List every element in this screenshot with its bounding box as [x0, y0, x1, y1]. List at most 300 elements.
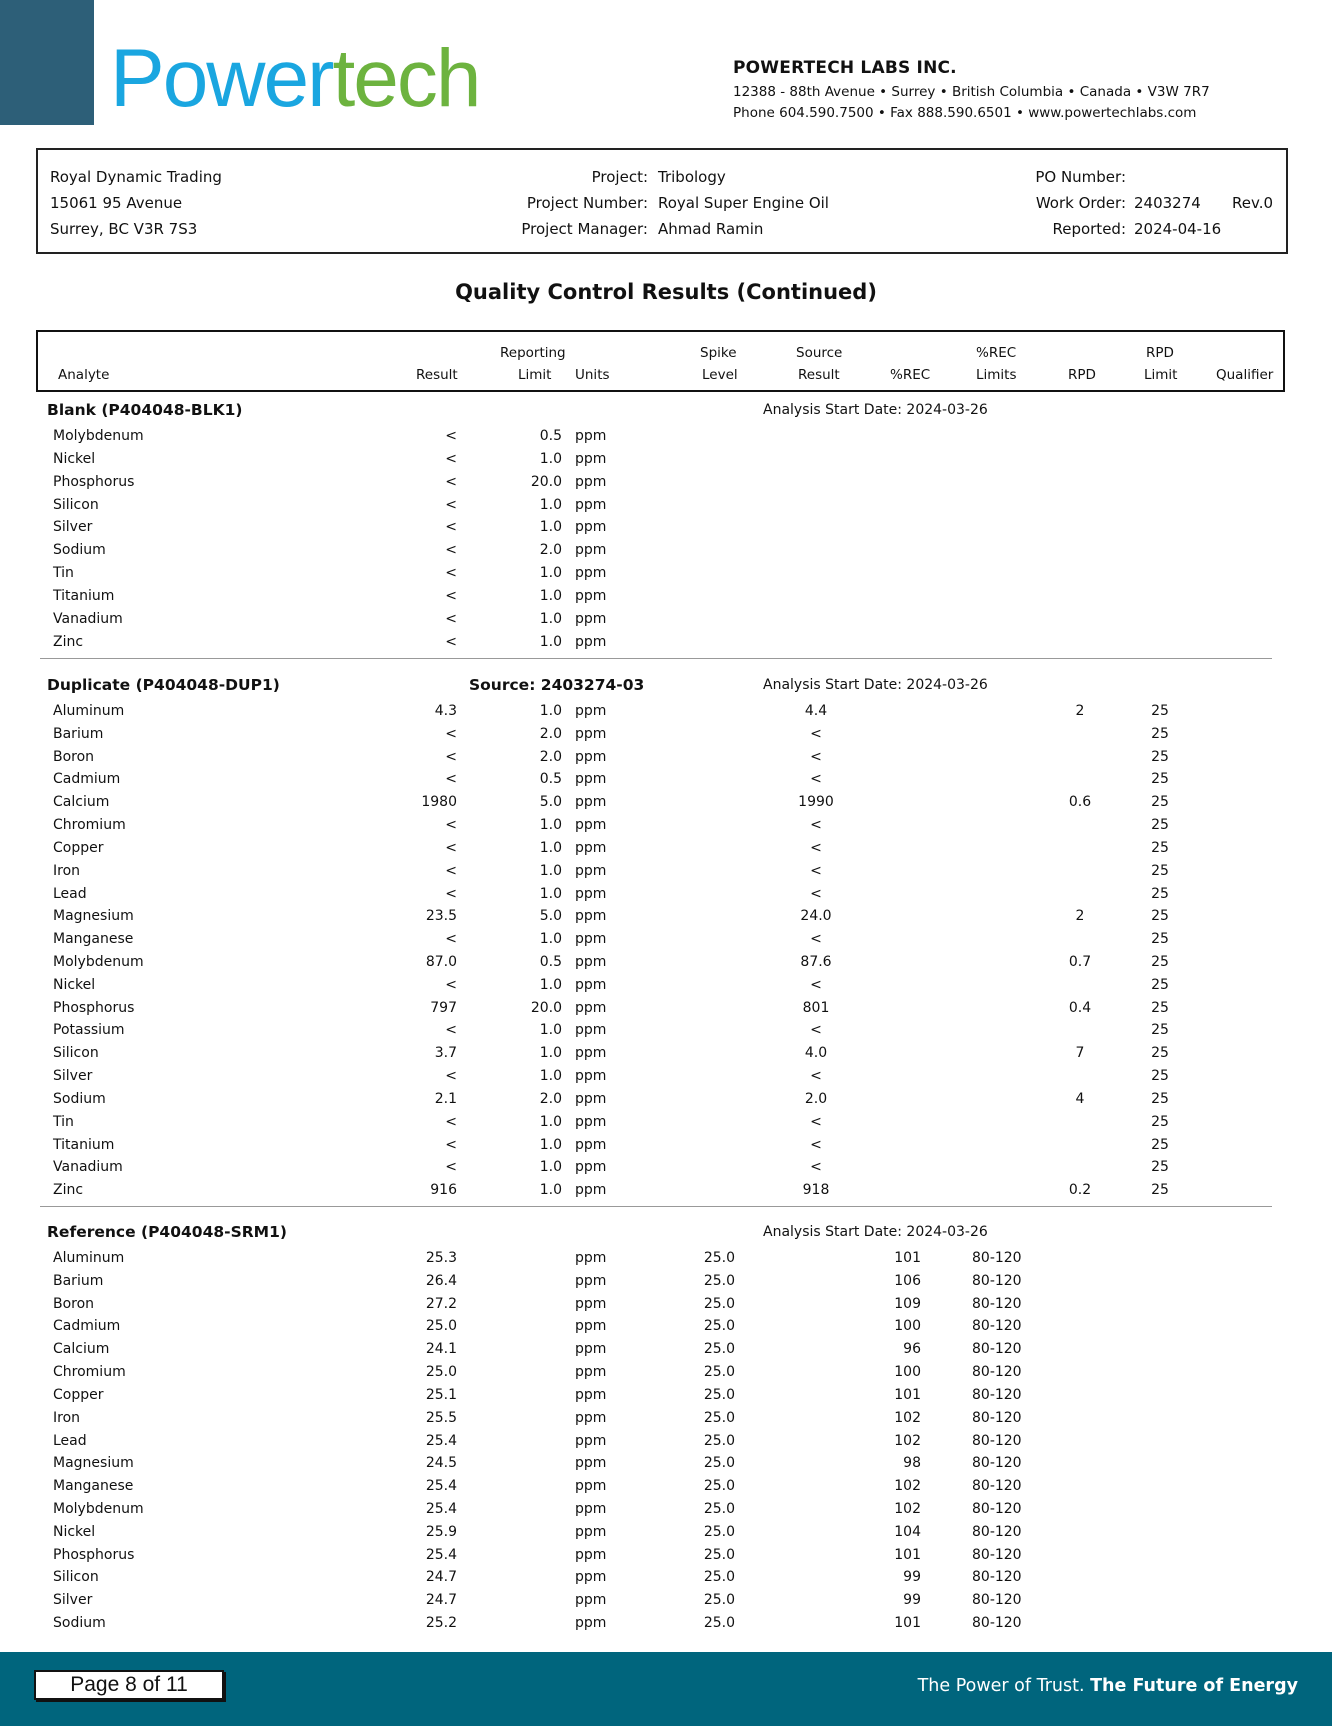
rec-cell: 104 — [894, 1523, 921, 1540]
table-row — [0, 1068, 1332, 1091]
project-number-label: Project Number: — [526, 194, 648, 212]
powertech-logo — [110, 33, 480, 124]
analyte-cell: Manganese — [53, 1478, 134, 1495]
result-cell: < — [445, 496, 457, 513]
units-cell: ppm — [575, 1592, 607, 1609]
table-row — [0, 1022, 1332, 1045]
analyte-cell: Barium — [53, 725, 104, 742]
spike-level-cell: 25.0 — [703, 1295, 735, 1312]
table-row — [0, 954, 1332, 977]
units-cell: ppm — [575, 1022, 607, 1039]
source-result-cell: < — [810, 862, 822, 879]
table-row — [0, 1547, 1332, 1570]
result-cell: 25.2 — [425, 1615, 457, 1632]
source-result-cell: < — [810, 885, 822, 902]
result-cell: < — [445, 473, 457, 490]
table-row — [0, 1114, 1332, 1137]
rpd-limit-cell: 25 — [1151, 1022, 1169, 1039]
blank-start-date: Analysis Start Date: 2024-03-26 — [763, 402, 988, 418]
analyte-cell: Barium — [53, 1272, 104, 1289]
spike-level-cell: 25.0 — [703, 1272, 735, 1289]
analyte-cell: Magnesium — [53, 1455, 134, 1472]
rpd-cell: 0.2 — [1068, 1182, 1092, 1199]
rec-limits-cell: 80-120 — [972, 1592, 1022, 1609]
reporting-limit-cell: 1.0 — [539, 931, 562, 948]
work-order-value: 2403274 — [1134, 194, 1201, 212]
table-row — [0, 542, 1332, 565]
col-units: Units — [575, 367, 610, 383]
rec-limits-cell: 80-120 — [972, 1341, 1022, 1358]
reporting-limit-cell: 1.0 — [539, 862, 562, 879]
units-cell: ppm — [575, 496, 607, 513]
source-result-cell: 24.0 — [800, 908, 832, 925]
rec-cell: 101 — [894, 1546, 921, 1563]
source-result-cell: < — [810, 839, 822, 856]
table-row — [0, 565, 1332, 588]
section-divider — [40, 1206, 1272, 1207]
table-row — [0, 908, 1332, 931]
units-cell: ppm — [575, 725, 607, 742]
company-contact: Phone 604.590.7500 • Fax 888.590.6501 • www.powertechlabs.com — [733, 105, 1197, 121]
source-result-cell: 1990 — [798, 794, 834, 811]
rec-limits-cell: 80-120 — [972, 1501, 1022, 1518]
blank-section-title: Blank (P404048-BLK1) — [47, 401, 243, 419]
rpd-limit-cell: 25 — [1151, 1045, 1169, 1062]
result-cell: < — [445, 587, 457, 604]
brand-color-block — [0, 0, 94, 125]
result-cell: < — [445, 565, 457, 582]
rec-limits-cell: 80-120 — [972, 1386, 1022, 1403]
reported-value: 2024-04-16 — [1134, 220, 1222, 238]
result-cell: 25.4 — [425, 1478, 457, 1495]
analyte-cell: Nickel — [53, 976, 96, 993]
analyte-cell: Lead — [53, 885, 87, 902]
analyte-cell: Iron — [53, 862, 81, 879]
analyte-cell: Lead — [53, 1432, 87, 1449]
rec-cell: 106 — [894, 1272, 921, 1289]
units-cell: ppm — [575, 1546, 607, 1563]
rpd-limit-cell: 25 — [1151, 1090, 1169, 1107]
source-result-cell: < — [810, 817, 822, 834]
analyte-cell: Boron — [53, 1295, 95, 1312]
result-cell: < — [445, 748, 457, 765]
result-cell: 24.7 — [425, 1569, 457, 1586]
units-cell: ppm — [575, 1113, 607, 1130]
analyte-cell: Phosphorus — [53, 1546, 135, 1563]
spike-level-cell: 25.0 — [703, 1386, 735, 1403]
units-cell: ppm — [575, 428, 607, 444]
reporting-limit-cell: 0.5 — [539, 428, 562, 444]
table-row — [0, 1569, 1332, 1592]
rec-cell: 102 — [894, 1409, 921, 1426]
reporting-limit-cell: 2.0 — [539, 748, 562, 765]
units-cell: ppm — [575, 633, 607, 650]
rpd-limit-cell: 25 — [1151, 931, 1169, 948]
spike-level-cell: 25.0 — [703, 1615, 735, 1632]
rec-cell: 99 — [903, 1592, 921, 1609]
rec-cell: 101 — [894, 1250, 921, 1266]
analyte-cell: Sodium — [53, 542, 106, 559]
result-cell: < — [445, 1068, 457, 1085]
reporting-limit-cell: 1.0 — [539, 1022, 562, 1039]
spike-level-cell: 25.0 — [703, 1432, 735, 1449]
rpd-cell: 0.7 — [1068, 954, 1092, 971]
reporting-limit-cell: 1.0 — [539, 1136, 562, 1153]
table-row — [0, 1159, 1332, 1182]
source-result-cell: 4.0 — [804, 1045, 828, 1062]
result-cell: < — [445, 1136, 457, 1153]
rpd-limit-cell: 25 — [1151, 1159, 1169, 1176]
po-number-value — [1134, 164, 1224, 190]
project-manager-value: Ahmad Ramin — [658, 220, 764, 238]
result-cell: 25.0 — [425, 1318, 457, 1335]
units-cell: ppm — [575, 1523, 607, 1540]
col-rec: %REC — [890, 367, 931, 383]
analyte-cell: Tin — [53, 565, 74, 582]
result-cell: 25.5 — [425, 1409, 457, 1426]
project-value: Tribology — [658, 168, 726, 186]
tagline-regular: The Power of Trust. — [917, 1676, 1091, 1696]
duplicate-section-title: Duplicate (P404048-DUP1) — [47, 676, 280, 694]
result-cell: 23.5 — [425, 908, 457, 925]
source-result-cell: 4.4 — [804, 703, 828, 719]
result-cell: 3.7 — [434, 1045, 457, 1062]
spike-level-cell: 25.0 — [703, 1478, 735, 1495]
duplicate-source: Source: 2403274-03 — [469, 676, 645, 694]
result-cell: 25.0 — [425, 1364, 457, 1381]
analyte-cell: Iron — [53, 1409, 81, 1426]
table-row — [0, 1318, 1332, 1341]
units-cell: ppm — [575, 1432, 607, 1449]
logo-part-power: Power — [110, 33, 333, 124]
result-cell: < — [445, 839, 457, 856]
analyte-cell: Silver — [53, 519, 93, 536]
units-cell: ppm — [575, 954, 607, 971]
rec-cell: 109 — [894, 1295, 921, 1312]
table-row — [0, 726, 1332, 749]
reporting-limit-cell: 1.0 — [539, 1045, 562, 1062]
units-cell: ppm — [575, 771, 607, 788]
page-footer — [0, 1656, 1332, 1726]
analyte-cell: Molybdenum — [53, 1501, 144, 1518]
analyte-cell: Magnesium — [53, 908, 134, 925]
source-result-cell: 918 — [802, 1182, 830, 1199]
result-cell: < — [445, 885, 457, 902]
units-cell: ppm — [575, 1272, 607, 1289]
result-cell: 24.7 — [425, 1592, 457, 1609]
spike-level-cell: 25.0 — [703, 1250, 735, 1266]
result-cell: 916 — [430, 1182, 457, 1199]
units-cell: ppm — [575, 1341, 607, 1358]
reporting-limit-cell: 1.0 — [539, 703, 562, 719]
units-cell: ppm — [575, 1182, 607, 1199]
table-row — [0, 451, 1332, 474]
table-row — [0, 703, 1332, 726]
rpd-limit-cell: 25 — [1151, 817, 1169, 834]
result-cell: 25.4 — [425, 1546, 457, 1563]
table-row — [0, 749, 1332, 772]
table-row — [0, 519, 1332, 542]
source-result-cell: 87.6 — [800, 954, 832, 971]
company-address: 12388 - 88th Avenue • Surrey • British Columbia • Canada • V3W 7R7 — [733, 84, 1210, 100]
result-cell: 27.2 — [425, 1295, 457, 1312]
reporting-limit-cell: 5.0 — [539, 908, 562, 925]
units-cell: ppm — [575, 748, 607, 765]
rpd-limit-cell: 25 — [1151, 1113, 1169, 1130]
col-limit-bottom: Limit — [518, 367, 552, 383]
units-cell: ppm — [575, 1569, 607, 1586]
rpd-limit-cell: 25 — [1151, 885, 1169, 902]
col-rpdlim-bottom: Limit — [1144, 367, 1178, 383]
rec-cell: 98 — [903, 1455, 921, 1472]
units-cell: ppm — [575, 908, 607, 925]
rec-limits-cell: 80-120 — [972, 1546, 1022, 1563]
units-cell: ppm — [575, 1615, 607, 1632]
analyte-cell: Sodium — [53, 1615, 106, 1632]
rpd-limit-cell: 25 — [1151, 748, 1169, 765]
source-result-cell: < — [810, 1113, 822, 1130]
analyte-cell: Cadmium — [53, 1318, 121, 1335]
col-rpdlim-top: RPD — [1146, 345, 1174, 361]
table-row — [0, 1478, 1332, 1501]
result-cell: < — [445, 428, 457, 444]
project-manager-label: Project Manager: — [521, 220, 648, 238]
table-row — [0, 474, 1332, 497]
reporting-limit-cell: 1.0 — [539, 1159, 562, 1176]
table-row — [0, 886, 1332, 909]
result-cell: < — [445, 771, 457, 788]
col-rpd: RPD — [1068, 367, 1096, 383]
units-cell: ppm — [575, 450, 607, 467]
rpd-cell: 0.6 — [1068, 794, 1092, 811]
result-cell: < — [445, 976, 457, 993]
spike-level-cell: 25.0 — [703, 1318, 735, 1335]
table-row — [0, 1615, 1332, 1638]
units-cell: ppm — [575, 1159, 607, 1176]
rec-cell: 102 — [894, 1432, 921, 1449]
col-limit-top: Reporting — [500, 345, 566, 361]
rec-cell: 101 — [894, 1615, 921, 1632]
rpd-cell: 0.4 — [1068, 999, 1092, 1016]
rec-limits-cell: 80-120 — [972, 1432, 1022, 1449]
page-indicator: Page 8 of 11 — [34, 1670, 224, 1700]
rec-limits-cell: 80-120 — [972, 1295, 1022, 1312]
rec-cell: 102 — [894, 1478, 921, 1495]
client-name: Royal Dynamic Trading — [50, 168, 222, 186]
source-result-cell: < — [810, 748, 822, 765]
units-cell: ppm — [575, 1045, 607, 1062]
reporting-limit-cell: 1.0 — [539, 519, 562, 536]
result-cell: < — [445, 542, 457, 559]
result-cell: 4.3 — [434, 703, 457, 719]
units-cell: ppm — [575, 885, 607, 902]
col-qualifier: Qualifier — [1216, 367, 1274, 383]
result-cell: 25.4 — [425, 1432, 457, 1449]
source-result-cell: < — [810, 1022, 822, 1039]
table-row — [0, 611, 1332, 634]
table-row — [0, 817, 1332, 840]
rec-limits-cell: 80-120 — [972, 1569, 1022, 1586]
rpd-cell: 2 — [1075, 703, 1085, 719]
table-row — [0, 1341, 1332, 1364]
reporting-limit-cell: 1.0 — [539, 610, 562, 627]
analyte-cell: Vanadium — [53, 610, 123, 627]
reporting-limit-cell: 1.0 — [539, 839, 562, 856]
rec-limits-cell: 80-120 — [972, 1364, 1022, 1381]
spike-level-cell: 25.0 — [703, 1409, 735, 1426]
reported-label: Reported: — [1052, 220, 1126, 238]
table-row — [0, 1296, 1332, 1319]
analyte-cell: Chromium — [53, 1364, 126, 1381]
units-cell: ppm — [575, 1068, 607, 1085]
analyte-cell: Nickel — [53, 1523, 96, 1540]
table-row — [0, 428, 1332, 451]
reporting-limit-cell: 1.0 — [539, 565, 562, 582]
source-result-cell: 801 — [802, 999, 830, 1016]
analyte-cell: Silicon — [53, 496, 99, 513]
rec-cell: 102 — [894, 1501, 921, 1518]
units-cell: ppm — [575, 542, 607, 559]
analyte-cell: Phosphorus — [53, 999, 135, 1016]
result-cell: 25.4 — [425, 1501, 457, 1518]
spike-level-cell: 25.0 — [703, 1592, 735, 1609]
rec-limits-cell: 80-120 — [972, 1318, 1022, 1335]
rec-limits-cell: 80-120 — [972, 1478, 1022, 1495]
col-reclim-top: %REC — [976, 345, 1017, 361]
report-info-box — [36, 148, 1288, 254]
analyte-cell: Copper — [53, 839, 104, 856]
units-cell: ppm — [575, 1250, 607, 1266]
rpd-limit-cell: 25 — [1151, 999, 1169, 1016]
rec-limits-cell: 80-120 — [972, 1523, 1022, 1540]
result-cell: 1980 — [421, 794, 457, 811]
table-row — [0, 588, 1332, 611]
table-row — [0, 1182, 1332, 1205]
units-cell: ppm — [575, 862, 607, 879]
table-row — [0, 1455, 1332, 1478]
reporting-limit-cell: 1.0 — [539, 1113, 562, 1130]
col-result: Result — [416, 367, 458, 383]
analyte-cell: Cadmium — [53, 771, 121, 788]
units-cell: ppm — [575, 817, 607, 834]
reporting-limit-cell: 20.0 — [530, 999, 562, 1016]
table-row — [0, 1137, 1332, 1160]
revision: Rev.0 — [1232, 194, 1274, 212]
rpd-limit-cell: 25 — [1151, 725, 1169, 742]
analyte-cell: Calcium — [53, 794, 110, 811]
result-cell: 25.3 — [425, 1250, 457, 1266]
result-cell: 2.1 — [434, 1090, 457, 1107]
result-cell: < — [445, 1159, 457, 1176]
col-source-bottom: Result — [798, 367, 840, 383]
units-cell: ppm — [575, 839, 607, 856]
table-row — [0, 1000, 1332, 1023]
result-cell: 797 — [430, 999, 457, 1016]
result-cell: 25.1 — [425, 1386, 457, 1403]
units-cell: ppm — [575, 1318, 607, 1335]
result-cell: < — [445, 633, 457, 650]
col-spike-bottom: Level — [702, 367, 738, 383]
rec-limits-cell: 80-120 — [972, 1272, 1022, 1289]
units-cell: ppm — [575, 999, 607, 1016]
work-order-label: Work Order: — [1035, 194, 1126, 212]
result-cell: < — [445, 519, 457, 536]
reporting-limit-cell: 2.0 — [539, 725, 562, 742]
units-cell: ppm — [575, 703, 607, 719]
result-cell: < — [445, 725, 457, 742]
tagline-bold: The Future of Energy — [1090, 1676, 1298, 1696]
logo-part-tech: tech — [332, 33, 480, 124]
result-cell: 25.9 — [425, 1523, 457, 1540]
analyte-cell: Zinc — [53, 1182, 84, 1199]
table-row — [0, 1091, 1332, 1114]
rec-limits-cell: 80-120 — [972, 1455, 1022, 1472]
table-row — [0, 1433, 1332, 1456]
source-result-cell: < — [810, 725, 822, 742]
rpd-limit-cell: 25 — [1151, 794, 1169, 811]
rpd-limit-cell: 25 — [1151, 976, 1169, 993]
units-cell: ppm — [575, 1295, 607, 1312]
table-row — [0, 840, 1332, 863]
reporting-limit-cell: 1.0 — [539, 587, 562, 604]
section-divider — [40, 658, 1272, 659]
units-cell: ppm — [575, 519, 607, 536]
rpd-limit-cell: 25 — [1151, 908, 1169, 925]
rec-cell: 100 — [894, 1364, 921, 1381]
project-number-value: Royal Super Engine Oil — [658, 194, 829, 212]
table-row — [0, 794, 1332, 817]
rec-cell: 96 — [903, 1341, 921, 1358]
analyte-cell: Silver — [53, 1592, 93, 1609]
analyte-cell: Nickel — [53, 450, 96, 467]
result-cell: 24.5 — [425, 1455, 457, 1472]
result-cell: < — [445, 817, 457, 834]
duplicate-start-date: Analysis Start Date: 2024-03-26 — [763, 677, 988, 693]
rpd-limit-cell: 25 — [1151, 862, 1169, 879]
reporting-limit-cell: 2.0 — [539, 542, 562, 559]
rpd-limit-cell: 25 — [1151, 954, 1169, 971]
rpd-cell: 2 — [1075, 908, 1085, 925]
result-cell: < — [445, 931, 457, 948]
analyte-cell: Titanium — [53, 587, 115, 604]
col-reclim-bottom: Limits — [976, 367, 1017, 383]
rec-cell: 101 — [894, 1386, 921, 1403]
units-cell: ppm — [575, 1455, 607, 1472]
rpd-limit-cell: 25 — [1151, 1136, 1169, 1153]
analyte-cell: Copper — [53, 1386, 104, 1403]
reporting-limit-cell: 0.5 — [539, 954, 562, 971]
spike-level-cell: 25.0 — [703, 1364, 735, 1381]
source-result-cell: < — [810, 1068, 822, 1085]
analyte-cell: Silicon — [53, 1045, 99, 1062]
table-row — [0, 1045, 1332, 1068]
project-label: Project: — [591, 168, 648, 186]
client-address — [50, 164, 222, 242]
rec-limits-cell: 80-120 — [972, 1409, 1022, 1426]
footer-tagline — [918, 1676, 1298, 1696]
table-row — [0, 497, 1332, 520]
table-header — [36, 330, 1285, 392]
reporting-limit-cell: 0.5 — [539, 771, 562, 788]
analyte-cell: Zinc — [53, 633, 84, 650]
table-row — [0, 1524, 1332, 1547]
reporting-limit-cell: 1.0 — [539, 885, 562, 902]
po-number-label: PO Number: — [1035, 168, 1126, 186]
reference-section-title: Reference (P404048-SRM1) — [47, 1223, 287, 1241]
units-cell: ppm — [575, 1386, 607, 1403]
reporting-limit-cell: 1.0 — [539, 633, 562, 650]
rec-cell: 100 — [894, 1318, 921, 1335]
